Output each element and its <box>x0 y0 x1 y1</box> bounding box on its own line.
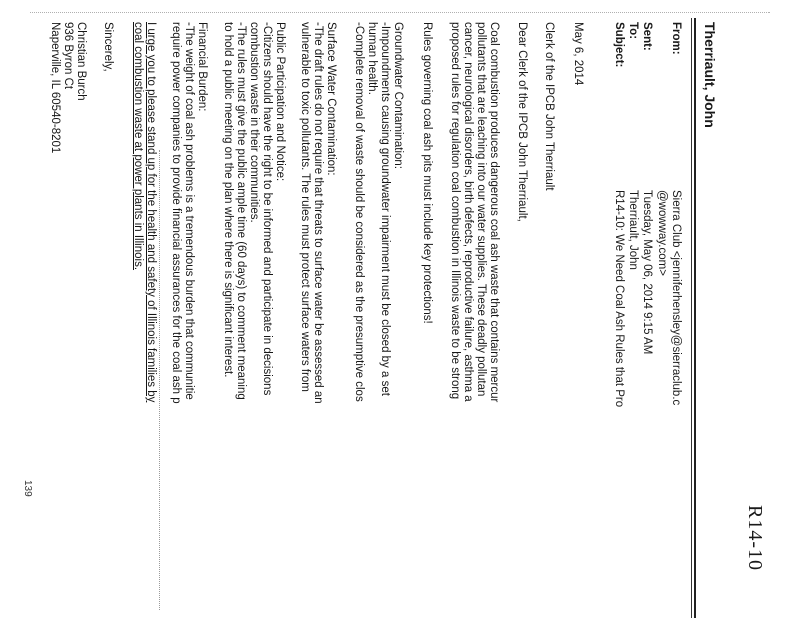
sender-name: Therriault, John <box>702 22 718 128</box>
sent-value: Tuesday, May 06, 2014 9:15 AM <box>641 190 653 355</box>
letter-recipient: Clerk of the IPCB John Therriault <box>543 22 555 191</box>
public-participation-line: -Citizens should have the right to be informed and participate in decisions <box>261 22 273 396</box>
public-participation-line: -The rules must give the public ample time (60 days) to comment meaning <box>235 22 247 400</box>
public-participation-line: to hold a public meeting on the plan where there is significant interest. <box>222 22 234 378</box>
header-rule-bottom <box>691 18 692 618</box>
to-value: Therriault, John <box>627 190 639 270</box>
groundwater-line: human health. <box>366 22 378 95</box>
public-participation-heading: Public Participation and Notice: <box>274 22 286 182</box>
closing-paragraph <box>131 22 157 402</box>
public-participation-line: combustion waste in their communities. <box>248 22 260 223</box>
intro-line: Coal combustion produces dangerous coal ash waste that contains mercur <box>488 22 500 403</box>
from-value-continued: @wowway.com> <box>656 190 668 276</box>
groundwater-section <box>352 22 404 402</box>
closing-line: I urge you to please stand up for the health and safety of Illinois families by <box>145 22 157 403</box>
financial-heading: Financial Burden: <box>196 22 208 112</box>
scan-edge-artifact <box>30 12 770 13</box>
document-number: R14-10 <box>744 505 766 571</box>
groundwater-heading: Groundwater Contamination: <box>392 22 404 170</box>
letter-date: May 6, 2014 <box>572 22 584 86</box>
letter-salutation: Dear Clerk of the IPCB John Therriault, <box>516 22 528 222</box>
scan-bleed-artifact <box>159 150 160 610</box>
groundwater-line: -Impoundments causing groundwater impairment must be closed by a set <box>379 22 391 396</box>
public-participation-section <box>221 22 286 400</box>
financial-line: require power companies to provide financial assurances for the coal ash p <box>170 22 182 404</box>
page-number: 139 <box>22 480 33 497</box>
subject-value: R14-10: We Need Coal Ash Rules that Pro <box>613 190 625 408</box>
intro-line: pollutants that are leaching into our water supplies. These deadly pollutan <box>475 22 487 397</box>
to-label: To: <box>627 22 639 40</box>
signature-block <box>48 22 87 153</box>
intro-line: proposed rules for regulation coal combustion in Illinois waste to be strong <box>449 22 461 400</box>
surface-water-heading: Surface Water Contamination: <box>325 22 337 176</box>
header-rule-top <box>694 18 696 618</box>
financial-section <box>169 22 208 404</box>
closing-line: coal combustion waste at power plants in Illinois. <box>132 22 144 271</box>
groundwater-line: -Complete removal of waste should be considered as the presumptive clos <box>353 22 365 402</box>
signature-street: 936 Byron Ct <box>62 22 74 90</box>
surface-water-section <box>298 22 337 404</box>
intro-paragraph <box>448 22 500 402</box>
from-label: From: <box>670 22 682 55</box>
sent-label: Sent: <box>641 22 653 51</box>
financial-line: -The weight of coal ash problems is a tremendous burden that communitie <box>183 22 195 400</box>
signature-name: Christian Burch <box>75 22 87 101</box>
signoff: Sincerely, <box>102 22 114 72</box>
surface-water-line: vulnerable to toxic pollutants. The rules must protect surface waters from <box>299 22 311 392</box>
intro-line: cancer, neurological disorders, birth defects, reproductive failure, asthma a <box>462 22 474 402</box>
subject-label: Subject: <box>613 22 625 68</box>
surface-water-line: -The draft rules do not require that threats to surface water be assessed an <box>312 22 324 404</box>
rules-statement: Rules governing coal ash pits must include key protections! <box>421 22 433 324</box>
from-value: Sierra Club <jenniferhensley@sierraclub.c <box>670 190 682 406</box>
signature-city: Naperville, IL 60540-8201 <box>49 22 61 154</box>
